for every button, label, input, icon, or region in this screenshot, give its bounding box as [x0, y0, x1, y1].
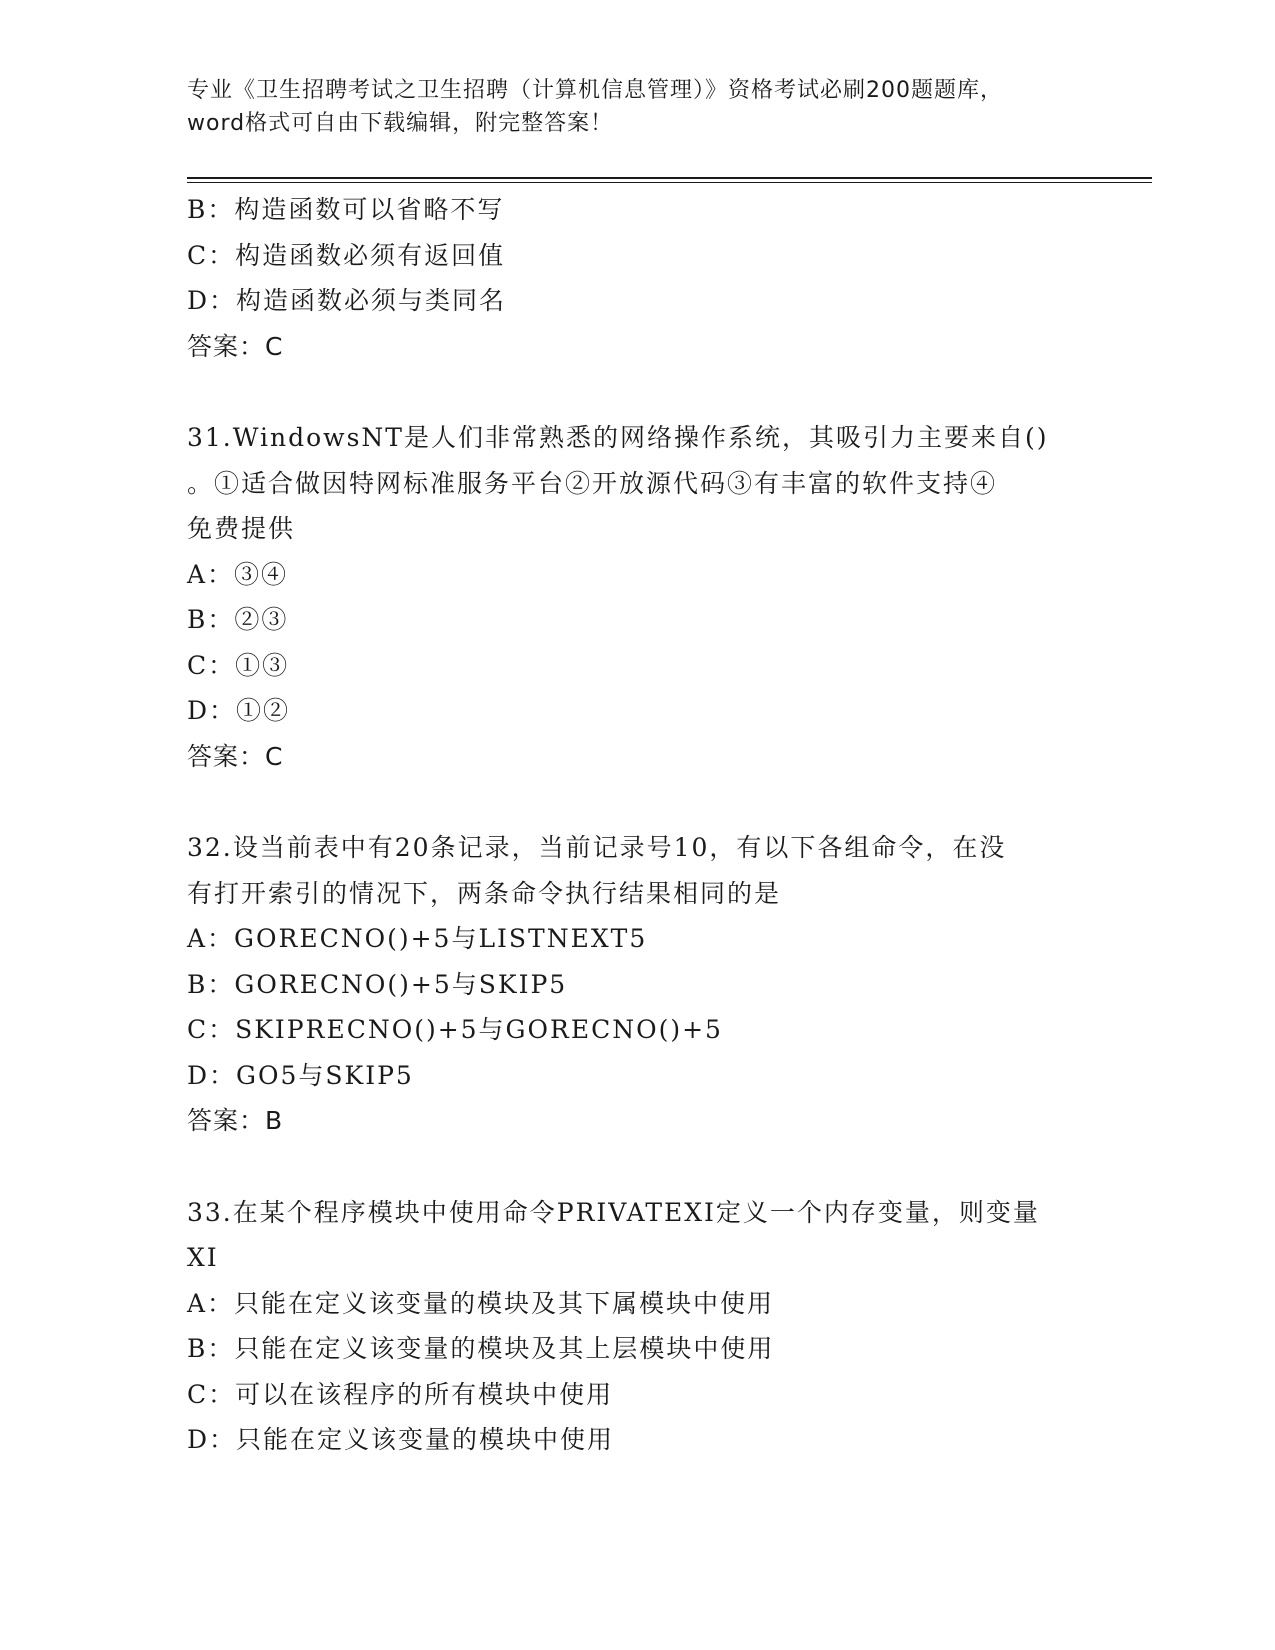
question-stem-line: 33.在某个程序模块中使用命令PRIVATEXI定义一个内存变量，则变量: [187, 1197, 1040, 1227]
question-stem-line: 免费提供: [187, 514, 296, 543]
header-rule-thick: [187, 177, 1152, 179]
question-stem-line: 31.WindowsNT是人们非常熟悉的网络操作系统，其吸引力主要来自(): [187, 423, 1049, 452]
option-c: C：①③: [187, 650, 290, 680]
option-c: C：可以在该程序的所有模块中使用: [187, 1379, 614, 1409]
spacer: [187, 1144, 1087, 1190]
answer-line: 答案：B: [187, 1106, 284, 1135]
header-rule-thin: [187, 182, 1152, 183]
question-stem-line: 32.设当前表中有20条记录，当前记录号10，有以下各组命令，在没: [187, 833, 1007, 862]
question-33: [187, 1190, 1087, 1463]
option-d: D：GO5与SKIP5: [187, 1060, 414, 1090]
answer-line: 答案：C: [187, 741, 284, 771]
question-stem-line: 有打开索引的情况下，两条命令执行结果相同的是: [187, 878, 782, 908]
option-b: B：构造函数可以省略不写: [187, 195, 505, 224]
prev-question: [187, 187, 1087, 369]
header-line-1: 专业《卫生招聘考试之卫生招聘（计算机信息管理）》资格考试必刷200题题库，: [187, 78, 1003, 103]
option-b: B：只能在定义该变量的模块及其上层模块中使用: [187, 1334, 775, 1363]
option-d: D：构造函数必须与类同名: [187, 286, 507, 315]
question-31: [187, 415, 1087, 779]
document-header: [187, 74, 1087, 140]
option-a: A：只能在定义该变量的模块及其下属模块中使用: [187, 1288, 775, 1318]
answer-line: 答案：C: [187, 331, 284, 361]
spacer: [187, 779, 1087, 825]
question-content: [187, 187, 1087, 1463]
option-b: B：GORECNO()+5与SKIP5: [187, 969, 568, 999]
question-stem-line: XI: [187, 1243, 219, 1272]
option-c: C：SKIPRECNO()+5与GORECNO()+5: [187, 1015, 723, 1044]
option-b: B：②③: [187, 605, 289, 634]
spacer: [187, 369, 1087, 415]
option-d: D：只能在定义该变量的模块中使用: [187, 1425, 615, 1454]
question-stem-line: 。①适合做因特网标准服务平台②开放源代码③有丰富的软件支持④: [187, 468, 998, 498]
header-line-2: word格式可自由下载编辑，附完整答案！: [187, 111, 614, 136]
question-32: [187, 825, 1087, 1144]
option-c: C：构造函数必须有返回值: [187, 240, 506, 270]
option-d: D：①②: [187, 696, 291, 725]
option-a: A：GORECNO()+5与LISTNEXT5: [187, 924, 648, 953]
option-a: A：③④: [187, 559, 289, 589]
